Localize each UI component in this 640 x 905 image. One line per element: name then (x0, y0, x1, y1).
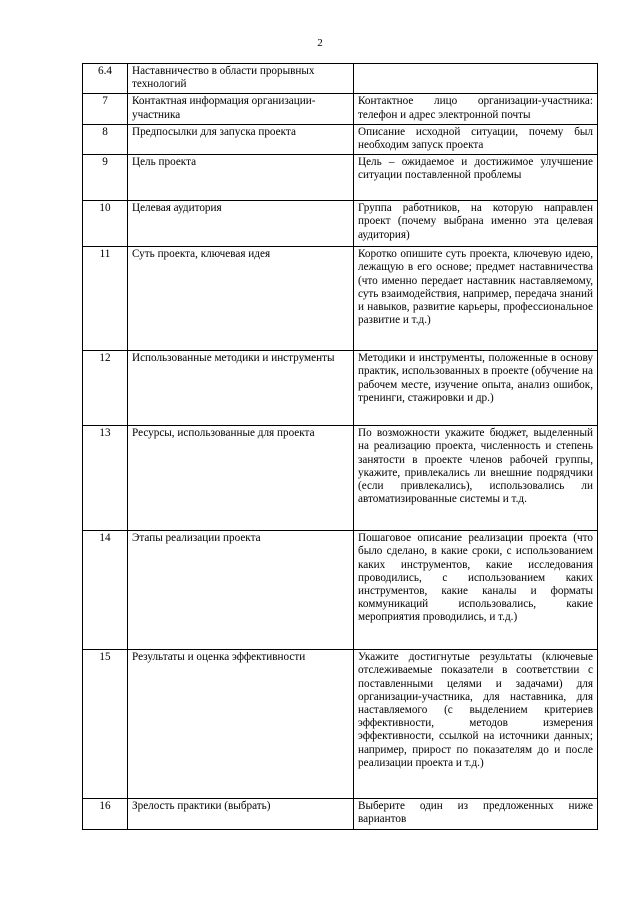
row-title: Зрелость практики (выбрать) (128, 799, 354, 829)
row-description: Коротко опишите суть проекта, ключевую идею, лежащую в его основе; предмет наставничества (что именно передает наставник наставляемому, суть взаимодействия, например, передача знаний и навыков, развитие карьеры, профессиональное развитие и т.д.) (354, 247, 598, 351)
row-number: 12 (83, 351, 128, 426)
row-description: Описание исходной ситуации, почему был необходим запуск проекта (354, 124, 598, 154)
table-row (83, 201, 598, 247)
row-title: Цель проекта (128, 155, 354, 201)
page-number: 2 (317, 37, 323, 49)
row-description: Контактное лицо организации-участника: телефон и адрес электронной почты (354, 94, 598, 124)
row-number: 7 (83, 94, 128, 124)
table-row (83, 155, 598, 201)
row-description: Укажите достигнутые результаты (ключевые отслеживаемые показатели в соответствии с поставленными целями и задачами) для организации-участника, для наставника, для наставляемого (с выделением критериев эффективности, методов измерения эффективности, ссылкой на источники данных; например, прирост по показателям до и после реализации проекта и т.д.) (354, 650, 598, 799)
row-number: 6.4 (83, 64, 128, 94)
table-row (83, 351, 598, 426)
table-row (83, 799, 598, 829)
row-title: Целевая аудитория (128, 201, 354, 247)
row-description: Группа работников, на которую направлен проект (почему выбрана именно эта целевая аудитория) (354, 201, 598, 247)
row-number: 16 (83, 799, 128, 829)
row-title: Ресурсы, использованные для проекта (128, 426, 354, 531)
row-description: Выберите один из предложенных ниже вариантов (354, 799, 598, 829)
row-title: Суть проекта, ключевая идея (128, 247, 354, 351)
table-row (83, 247, 598, 351)
table-row (83, 94, 598, 124)
row-number: 9 (83, 155, 128, 201)
table-row (83, 64, 598, 94)
row-description: Цель – ожидаемое и достижимое улучшение ситуации поставленной проблемы (354, 155, 598, 201)
row-title: Наставничество в области прорывных технологий (128, 64, 354, 94)
row-number: 10 (83, 201, 128, 247)
row-title: Этапы реализации проекта (128, 531, 354, 650)
row-number: 14 (83, 531, 128, 650)
row-title: Использованные методики и инструменты (128, 351, 354, 426)
row-number: 13 (83, 426, 128, 531)
row-number: 15 (83, 650, 128, 799)
table-row (83, 650, 598, 799)
row-title: Результаты и оценка эффективности (128, 650, 354, 799)
row-description[interactable] (354, 64, 598, 94)
row-number: 8 (83, 124, 128, 154)
table-row (83, 426, 598, 531)
table-row (83, 124, 598, 154)
row-number: 11 (83, 247, 128, 351)
application-form-table (82, 63, 598, 830)
table-row (83, 531, 598, 650)
row-title: Контактная информация организации-участника (128, 94, 354, 124)
row-description: Пошаговое описание реализации проекта (что было сделано, в какие сроки, с использованием каких инструментов, какие исследования проводились, с использованием каких инструментов, какие каналы и форматы коммуникаций использовались, какие мероприятия проводились, и т.д.) (354, 531, 598, 650)
row-description: По возможности укажите бюджет, выделенный на реализацию проекта, численность и степень занятости в проекте членов рабочей группы, укажите, привлекались ли внешние подрядчики (если привлекались), использовались ли автоматизированные системы и т.д. (354, 426, 598, 531)
row-description: Методики и инструменты, положенные в основу практик, использованных в проекте (обучение на рабочем месте, изучение опыта, анализ ошибок, тренинги, стажировки и др.) (354, 351, 598, 426)
row-title: Предпосылки для запуска проекта (128, 124, 354, 154)
